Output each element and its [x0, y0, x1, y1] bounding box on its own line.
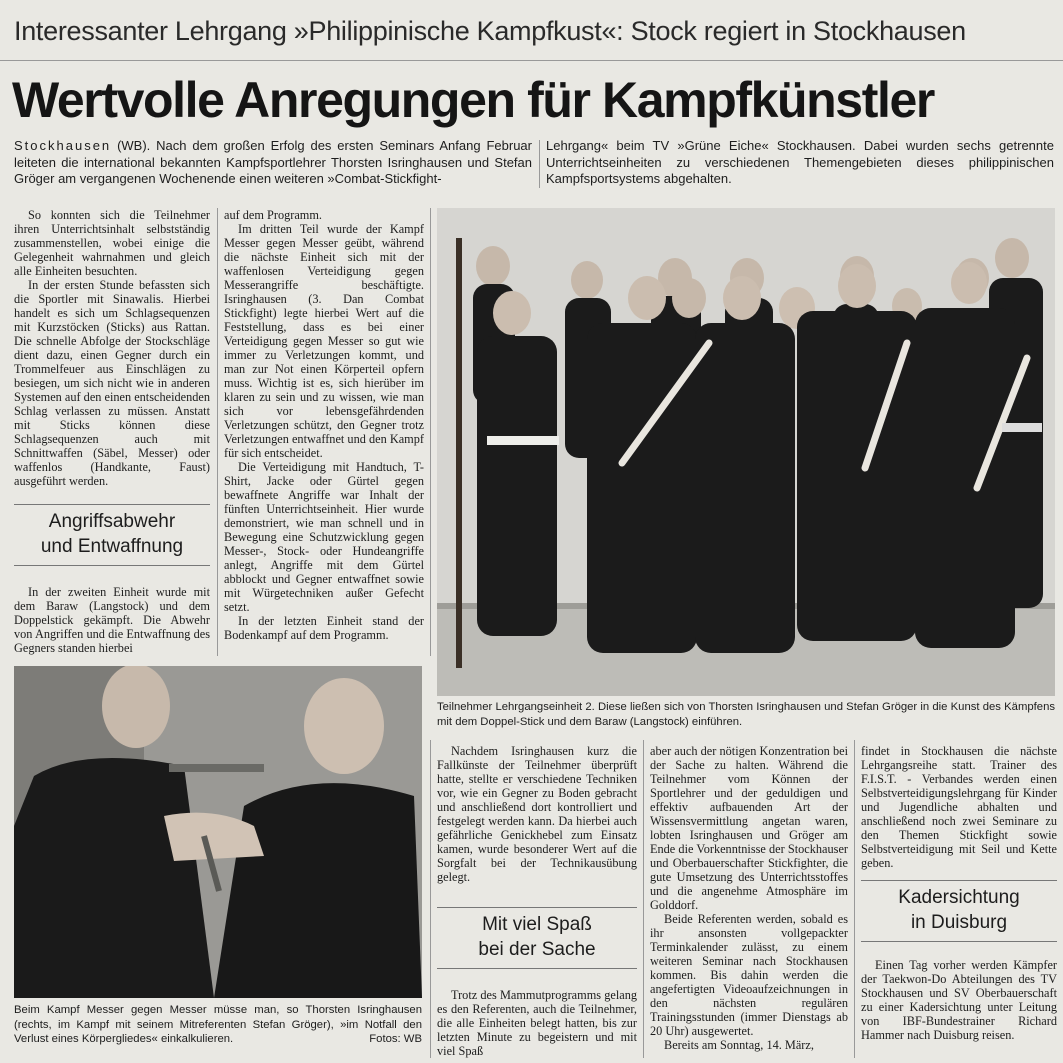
subheading-angriffsabwehr — [14, 504, 210, 566]
paragraph: Beide Referenten werden, sobald es ihr ansonsten vollgepackter Terminkalender zulässt, zu einem weiteren Seminar nach Stockhausen kommen. Bis dahin werden die angefertigten Videoaufzeichnungen in den nächsten regulären Trainingsstunden (immer Dienstags ab 20 Uhr) ausgewertet. — [650, 912, 848, 1038]
column-3 — [437, 744, 637, 884]
fight-photo — [14, 666, 422, 998]
dateline-place: Stockhausen — [14, 138, 112, 153]
subheading-line: und Entwaffnung — [40, 536, 184, 557]
kicker-bar — [0, 0, 1063, 61]
column-divider — [430, 740, 431, 1058]
paragraph: In der ersten Stunde befassten sich die Sportler mit Sinawalis. Hierbei handelt es sich um Schlagsequenzen mit Kurzstöcken (Sticks) aus Rattan. Die schnelle Abfolge der Stockschläge dient dazu, einen Gegner durch ein Trommelfeuer aus Einschlägen zu besiegen, um sich nicht wie in anderen Systemen auf den einen entscheidenden Schlag verlassen zu müssen. Anstatt mit Sticks können diese Schlagsequenzen auch mit Schnittwaffen (Säbel, Messer) oder waffenlos (Handkante, Faust) ausgeführt werden. — [14, 278, 210, 488]
lead-text-right: Lehrgang« beim TV »Grüne Eiche« Stockhausen. Dabei wurden sechs getrennte Unterrichtseinheiten zu verschiedenen Themengebieten dieses philippinischen Kampfsportsystems abgehalten. — [546, 138, 1054, 186]
column-4 — [650, 744, 848, 1052]
subheading-line: bei der Sache — [478, 939, 596, 960]
kicker-text: Interessanter Lehrgang »Philippinische Kampfkust«: Stock regiert in Stockhausen — [14, 16, 966, 46]
photo-credit: Fotos: WB — [369, 1033, 422, 1045]
column-1-bottom — [14, 585, 210, 655]
paragraph: Nachdem Isringhausen kurz die Fallkünste der Teilnehmer überprüft hatte, stellte er verschiedene Techniken vor, wie ein Gegner zu Boden gebracht und anschließend dort kontrolliert und festgelegt werden kann. Da hierbei auch gefährliche Genickhebel zum Einsatz kamen, wurde besonderer Wert auf die Sorgfalt bei der Technikausübung gelegt. — [437, 744, 637, 884]
paragraph: Trotz des Mammutprogramms gelang es den Referenten, auch die Teilnehmer, die alle Einheiten belegt hatten, bis zur letzten Minute zu begeistern und mit viel Spaß — [437, 988, 637, 1058]
lead-divider — [539, 140, 540, 188]
subheading-line: Kadersichtung — [898, 887, 1020, 908]
group-photo-caption: Teilnehmer Lehrgangseinheit 2. Diese ließen sich von Thorsten Isringhausen und Stefan Gröger in die Kunst des Kämpfens mit dem Doppel-Stick und dem Baraw (Langstock) einführen. — [437, 701, 1055, 728]
column-5 — [861, 744, 1057, 870]
lead-left — [14, 138, 532, 188]
column-5-bottom — [861, 958, 1057, 1042]
group-photo — [437, 208, 1055, 696]
fight-photo-caption — [14, 1003, 422, 1047]
column-3-bottom — [437, 988, 637, 1058]
subheading-mit-viel-spass — [437, 907, 637, 969]
column-divider — [430, 208, 431, 656]
paragraph: In der letzten Einheit stand der Bodenkampf auf dem Programm. — [224, 614, 424, 642]
lead-text-left: (WB). Nach dem großen Erfolg des ersten Seminars Anfang Februar leiteten die international bekannten Kampfsportlehrer Thorsten Isringhausen und Stefan Gröger am vergangenen Wochenende einen weiteren »Combat-Stickfight- — [14, 138, 532, 186]
paragraph: Bereits am Sonntag, 14. März, — [664, 1038, 814, 1052]
column-1-top — [14, 208, 210, 488]
subheading-line: in Duisburg — [910, 912, 1008, 933]
paragraph: findet in Stockhausen die nächste Lehrgangsreihe statt. Trainer des F.I.S.T. - Verbandes werden einen Selbstverteidigungslehrgang für Kinder und Jugendliche abhalten und anschließend noch zwei Seminare zu den Themen Stickfight sowie Selbstverteidigung mit Seil und Kette geben. — [861, 744, 1057, 870]
fight-photo-caption-text: Beim Kampf Messer gegen Messer müsse man, so Thorsten Isringhausen (rechts, im Kampf mit seinem Mitreferenten Stefan Gröger), »im Notfall den Verlust eines Körpergliedes« einkalkulieren. — [14, 1004, 422, 1045]
column-2 — [224, 208, 424, 642]
fight-photo-illustration — [14, 666, 422, 998]
paragraph: Im dritten Teil wurde der Kampf Messer gegen Messer geübt, während die nächste Einheit sich mit der waffenlosen Verteidigung gegen Messerangriffe beschäftigte. Isringhausen (3. Dan Combat Stickfight) legte hierbei Wert auf die Feststellung, dass es bei einer Verteidigung gegen Messer so gut wie immer zu Verletzungen kommt, und man zur Not einen Körperteil opfern muss. Wichtig ist es, sich hierüber im klaren zu sein und zu wissen, wie man sich vor lebensgefährdenden Verletzungen schützt, den Gegner trotz Verletzungen entwaffnet und den Kampf für sich entscheidet. — [224, 222, 424, 460]
column-divider — [217, 208, 218, 656]
paragraph: So konnten sich die Teilnehmer ihren Unterrichtsinhalt selbstständig zusammenstellen, wobei einige die Gelegenheit wahrnahmen und gleich alle Einheiten besuchten. — [14, 208, 210, 278]
paragraph: Die Verteidigung mit Handtuch, T-Shirt, Jacke oder Gürtel gegen bewaffnete Angriffe war Inhalt der fünften Unterrichtseinheit. Hier wurde demonstriert, wie man schnell und in Bewegung eine Schutzwicklung gegen Messer-, Stock- oder Hundeangriffe anlegt, Angriffe mit dem Gürtel abblockt und Gegner entwaffnet sowie mit Würgetechniken außer Gefecht setzt. — [224, 460, 424, 614]
paragraph: In der zweiten Einheit wurde mit dem Baraw (Langstock) und dem Doppelstick gekämpft. Die Abwehr von Angriffen und die Entwaffnung des Gegners standen hierbei — [14, 585, 210, 655]
column-divider — [643, 740, 644, 1058]
subheading-line: Mit viel Spaß — [482, 914, 592, 935]
column-divider — [854, 740, 855, 1058]
subheading-kadersichtung — [861, 880, 1057, 942]
lead-right — [546, 138, 1054, 188]
subheading-line: Angriffsabwehr — [48, 511, 176, 532]
paragraph: Einen Tag vorher werden Kämpfer der Taekwon-Do Abteilungen des TV Stockhausen und SV Oberbauerschaft zu einer Kadersichtung unter Leitung von IBF-Bundestrainer Richard Hammer nach Duisburg reisen. — [861, 958, 1057, 1042]
paragraph: auf dem Programm. — [224, 208, 323, 222]
headline: Wertvolle Anregungen für Kampfkünstler — [12, 72, 934, 128]
paragraph: aber auch der nötigen Konzentration bei der Sache zu halten. Während die Teilnehmer vom Können der Sportlehrer und der geduldigen und effektiv aufbauenden Art der Wissensvermittlung angetan waren, lobten Isringhausen und Gröger am Ende die Vorkenntnisse der Stockhauser und Oberbauerschafter Stickfighter, die gute Umsetzung des Unterrichtsstoffes und die angenehme Atmosphäre im Golddorf. — [650, 744, 848, 912]
group-photo-illustration — [437, 208, 1055, 696]
